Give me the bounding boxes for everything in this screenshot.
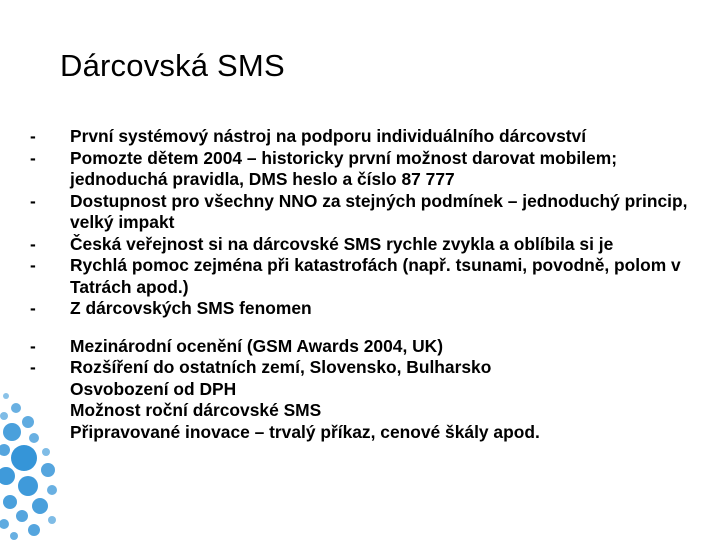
blue-circle-cluster-icon [0,388,60,540]
bullet-marker: - [30,190,36,211]
bullet-marker: - [30,335,36,356]
bullet-text: Možnost roční dárcovské SMS [70,400,322,420]
slide-title: Dárcovská SMS [60,48,285,83]
bullet-text: Pomozte dětem 2004 – historicky první možnost darovat mobilem; jednoduchá pravidla, DMS heslo a číslo 87 777 [70,147,617,189]
bullet-item [30,255,690,298]
bullet-marker: - [30,298,36,318]
bullet-item [30,191,690,234]
bullet-marker: - [30,126,36,146]
bullet-item [30,336,690,358]
bullet-item [30,298,690,320]
bullet-text: Připravované inovace – trvalý příkaz, cenové škály apod. [70,421,540,442]
bullet-text: První systémový nástroj na podporu individuálního dárcovství [70,126,587,146]
bullet-text: Rozšíření do ostatních zemí, Slovensko, Bulharsko [70,357,492,377]
bullet-item [30,422,690,444]
bullet-text: Osvobození od DPH [70,378,237,399]
bullet-text: Česká veřejnost si na dárcovské SMS rychle zvykla a oblíbila si je [70,233,614,254]
bullet-item [30,379,690,401]
bullet-marker: - [30,357,36,377]
bullet-text: Z dárcovských SMS fenomen [70,298,312,318]
bullet-item [30,400,690,422]
bullet-marker: - [30,255,36,275]
bullet-text: Dostupnost pro všechny NNO za stejných podmínek – jednoduchý princip, velký impakt [70,190,688,232]
bullet-marker: - [30,233,36,254]
bullet-list [30,126,690,443]
bullet-text: Mezinárodní ocenění (GSM Awards 2004, UK) [70,335,444,356]
bullet-item [30,126,690,148]
bullet-marker: - [30,147,36,168]
bullet-item [30,357,690,379]
bullet-item [30,148,690,191]
bullet-item [30,234,690,256]
bullet-text: Rychlá pomoc zejména při katastrofách (např. tsunami, povodně, polom v Tatrách apod.) [70,255,681,297]
